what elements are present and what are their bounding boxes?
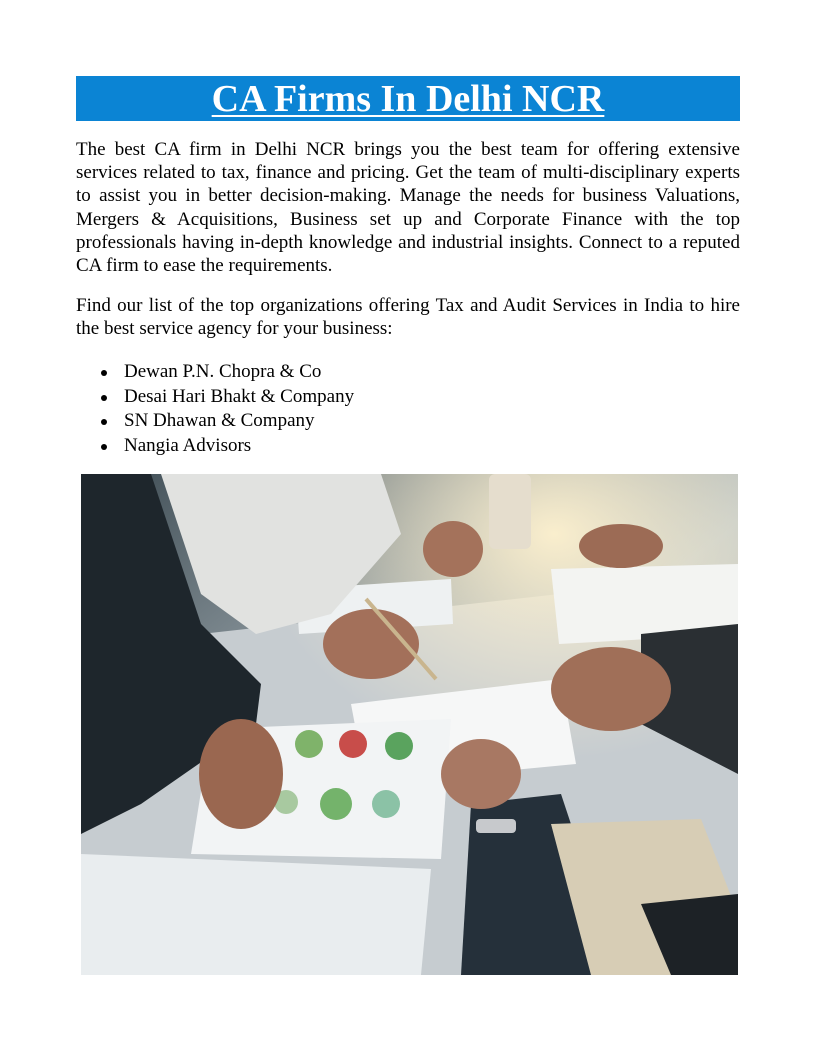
list-item bbox=[100, 385, 354, 410]
bullet-icon bbox=[101, 419, 107, 425]
bullet-icon bbox=[101, 395, 107, 401]
firm-name: Dewan P.N. Chopra & Co bbox=[124, 361, 322, 382]
firm-name: Nangia Advisors bbox=[124, 434, 252, 456]
intro-paragraph: The best CA firm in Delhi NCR brings you the best team for offering extensive services related to tax, finance and pricing. Get the team of multi-disciplinary experts to assist you in better decision-making. Manage the needs for business Valuations, Mergers & Acquisitions, Business set up and Corporate Finance with the top professionals having in-depth knowledge and industrial insights. Connect to a reputed CA firm to ease the requirements. bbox=[76, 139, 740, 277]
business-meeting-photo bbox=[81, 474, 738, 975]
list-item bbox=[100, 434, 354, 459]
bullet-icon bbox=[101, 444, 107, 450]
firm-name: SN Dhawan & Company bbox=[124, 410, 315, 431]
bullet-icon bbox=[101, 370, 107, 376]
page-title-link[interactable]: CA Firms In Delhi NCR bbox=[211, 77, 605, 120]
list-intro-paragraph: Find our list of the top organizations offering Tax and Audit Services in India to hire the best service agency for your business: bbox=[76, 295, 740, 340]
firm-list bbox=[100, 360, 354, 458]
list-item bbox=[100, 409, 354, 434]
title-banner bbox=[76, 76, 740, 121]
list-item bbox=[100, 360, 354, 385]
firm-name: Desai Hari Bhakt & Company bbox=[124, 385, 355, 407]
